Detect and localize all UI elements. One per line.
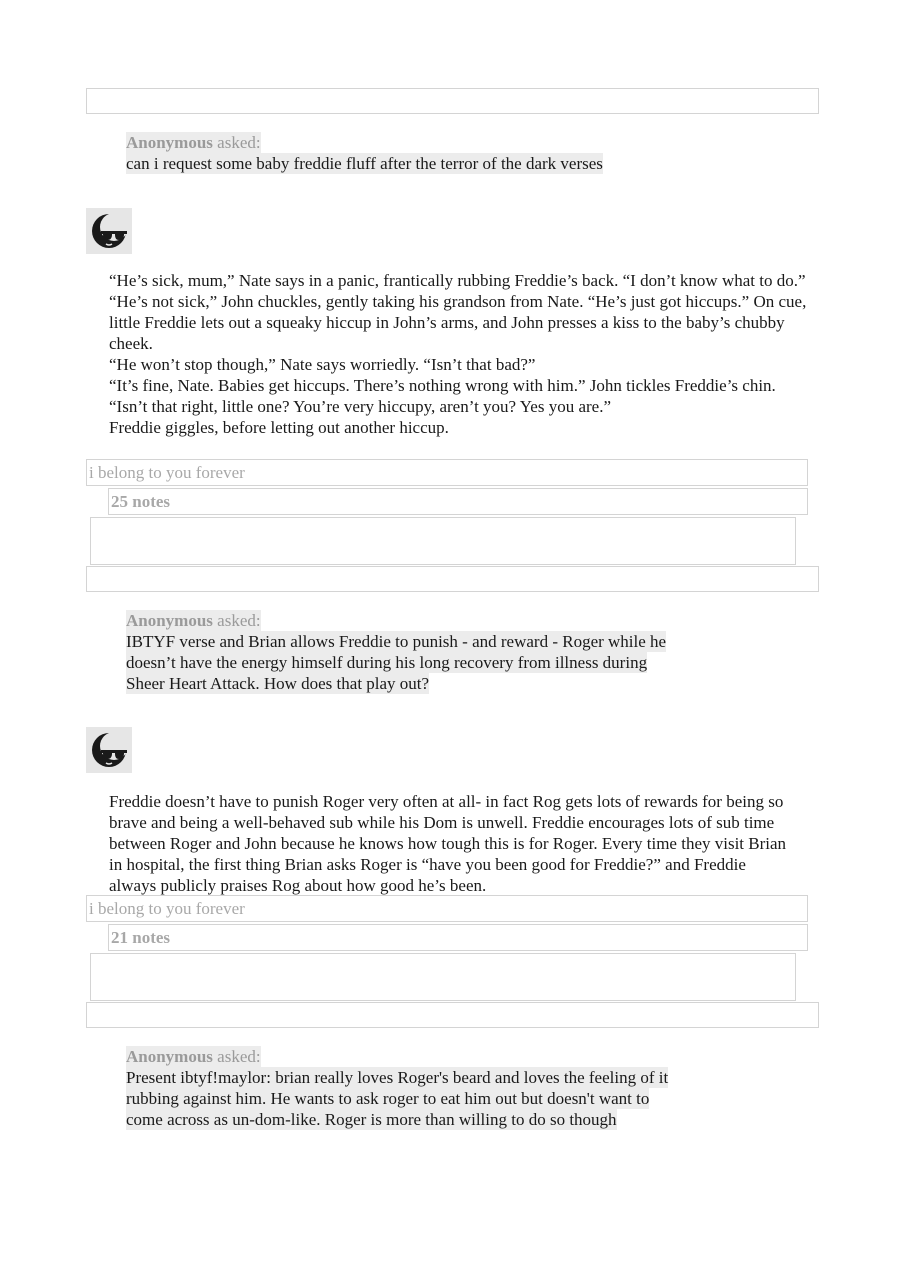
answer-body [109, 270, 809, 438]
notes-count-link[interactable]: 25 notes [108, 488, 808, 515]
asked-label: asked: [212, 133, 261, 152]
question-line: come across as un-dom-like. Roger is more than willing to do so though [126, 1110, 617, 1129]
asker-name[interactable]: Anonymous [126, 1047, 213, 1066]
reblog-area-box [90, 953, 796, 1001]
blog-name-link[interactable]: i belong to you forever [86, 459, 808, 486]
answer-paragraph: “He won’t stop though,” Nate says worriedly. “Isn’t that bad?” [109, 355, 536, 374]
post-separator-box [86, 566, 819, 592]
ask-question-block [126, 1046, 726, 1130]
reblog-area-box [90, 517, 796, 565]
answer-paragraph: Freddie doesn’t have to punish Roger very often at all- in fact Rog gets lots of rewards for being so brave and being a well-behaved sub while his Dom is unwell. Freddie encourages lots of sub time between Roger and John because he knows how tough this is for Roger. Every time they visit Brian in hospital, the first thing Brian asks Roger is “have you been good for Freddie?” and Freddie always publicly praises Rog about how good he’s been. [109, 792, 787, 895]
blog-name-link[interactable]: i belong to you forever [86, 895, 808, 922]
post-separator-box [86, 88, 819, 114]
post-separator-box [86, 1002, 819, 1028]
question-line: can i request some baby freddie fluff after the terror of the dark verses [126, 154, 603, 173]
sunglasses-moon-avatar-icon [86, 727, 132, 773]
sunglasses-moon-avatar-icon [86, 208, 132, 254]
answer-paragraph: “He’s not sick,” John chuckles, gently taking his grandson from Nate. “He’s just got hiccups.” On cue, little Freddie lets out a squeaky hiccup in John’s arms, and John presses a kiss to the baby’s chubby cheek. [109, 292, 807, 353]
question-line: rubbing against him. He wants to ask roger to eat him out but doesn't want to [126, 1089, 650, 1108]
answer-paragraph: “He’s sick, mum,” Nate says in a panic, frantically rubbing Freddie’s back. “I don’t know what to do.” [109, 271, 806, 290]
question-line: Sheer Heart Attack. How does that play out? [126, 674, 430, 693]
question-line: Present ibtyf!maylor: brian really loves Roger's beard and loves the feeling of it [126, 1068, 669, 1087]
answer-paragraph: “It’s fine, Nate. Babies get hiccups. There’s nothing wrong with him.” John tickles Freddie’s chin. “Isn’t that right, little one? You’re very hiccupy, aren’t you? Yes you are.” [109, 376, 776, 416]
question-line: IBTYF verse and Brian allows Freddie to punish - and reward - Roger while he [126, 632, 667, 651]
answer-body [109, 791, 789, 896]
blog-avatar[interactable] [86, 727, 132, 773]
asker-line [126, 1046, 261, 1067]
asker-name[interactable]: Anonymous [126, 611, 213, 630]
asked-label: asked: [212, 611, 261, 630]
ask-question-block [126, 610, 726, 694]
asked-label: asked: [212, 1047, 261, 1066]
question-line: doesn’t have the energy himself during his long recovery from illness during [126, 653, 648, 672]
ask-question-block [126, 132, 726, 174]
asker-line [126, 610, 261, 631]
notes-count-link[interactable]: 21 notes [108, 924, 808, 951]
asker-name[interactable]: Anonymous [126, 133, 213, 152]
answer-paragraph: Freddie giggles, before letting out another hiccup. [109, 418, 449, 437]
asker-line [126, 132, 261, 153]
blog-avatar[interactable] [86, 208, 132, 254]
